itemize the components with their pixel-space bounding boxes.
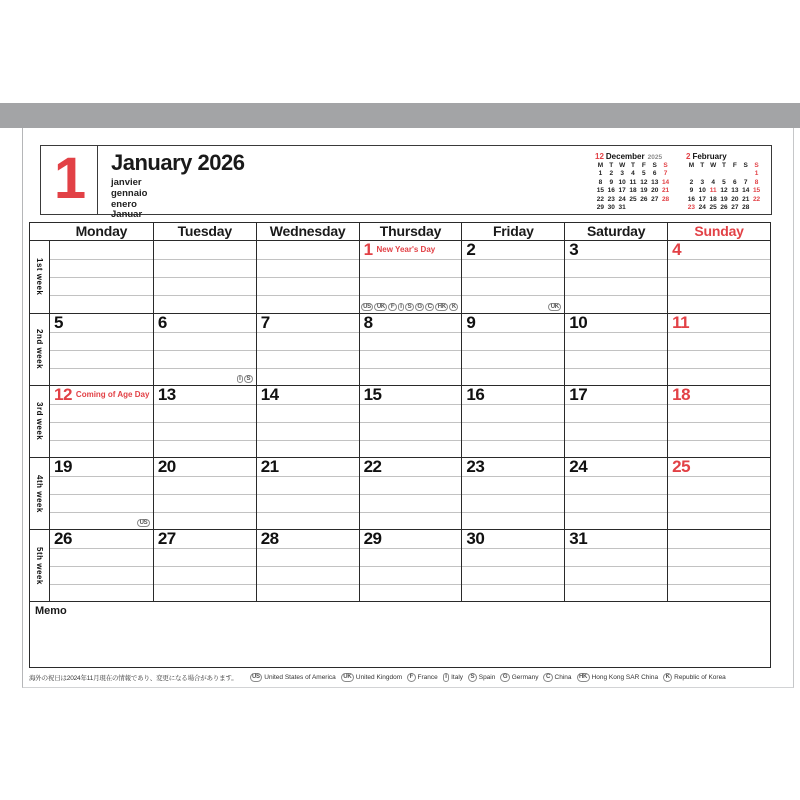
date-cell-top (565, 530, 667, 547)
legend-item (577, 673, 659, 682)
country-code-chip: UK (374, 303, 387, 312)
date-cell (667, 241, 770, 313)
mini-cal-month-number: 12 (595, 152, 604, 161)
mini-cal-day-header: T (722, 162, 726, 169)
mini-cal-date: 9 (609, 178, 614, 186)
day-header-monday: Monday (75, 223, 128, 239)
mini-cal-grid (595, 162, 671, 212)
mini-cal-day-header: F (732, 162, 737, 169)
calendar-grid-body (30, 241, 770, 601)
mini-cal-date: 8 (754, 178, 759, 186)
date-cell-top (50, 458, 153, 475)
mini-cal-date: 14 (661, 178, 670, 186)
backdrop-band (0, 103, 800, 128)
date-number: 15 (363, 385, 382, 404)
date-cell (667, 314, 770, 385)
mini-cal-date: 1 (598, 170, 603, 178)
country-legend (250, 673, 731, 682)
country-code-chip: F (388, 303, 396, 312)
legend-country-name: Spain (478, 674, 496, 681)
mini-cal-date: 27 (731, 204, 739, 212)
mini-cal-date: 13 (651, 178, 659, 186)
date-cell (50, 241, 153, 313)
day-header-tuesday: Tuesday (153, 223, 256, 240)
legend-code-chip: F (407, 673, 415, 682)
date-cell (564, 386, 667, 457)
date-cell-top (462, 314, 564, 331)
month-subtitle: gennaio (111, 187, 148, 199)
mini-cal-date (697, 170, 708, 178)
mini-cal-date: 27 (651, 195, 659, 203)
day-header-sunday: Sunday (667, 223, 770, 240)
memo-box (29, 602, 771, 668)
mini-cal-date: 8 (598, 178, 603, 186)
date-number: 13 (157, 385, 176, 404)
memo-label: Memo (35, 605, 67, 617)
mini-cal-day-header: M (688, 162, 695, 169)
calendar-page (22, 128, 794, 688)
date-number: 9 (466, 313, 476, 332)
country-code-chip: I (398, 303, 404, 312)
date-number: 17 (569, 385, 588, 404)
mini-calendar-december (595, 152, 671, 212)
date-number: 24 (569, 457, 588, 476)
calendar-grid (29, 222, 771, 602)
mini-calendar-february (686, 152, 762, 212)
legend-item (341, 673, 402, 682)
mini-cal-date (751, 204, 762, 212)
mini-cal-title (686, 152, 762, 161)
date-number: 5 (54, 313, 63, 332)
holiday-country-codes (361, 303, 459, 312)
week-label: 2nd week (30, 314, 50, 385)
week-cells (50, 314, 770, 385)
mini-cal-date: 12 (720, 187, 728, 195)
date-cell-top (154, 458, 256, 475)
mini-cal-day-header: T (631, 162, 635, 169)
date-cell (461, 314, 564, 385)
date-cell-top (360, 314, 462, 331)
month-subtitle: janvier (111, 177, 142, 188)
mini-cal-month-name: December (605, 152, 645, 161)
holiday-country-codes (237, 375, 253, 384)
date-cell (461, 458, 564, 529)
date-cell-top (50, 386, 153, 403)
country-code-chip: US (137, 519, 150, 528)
mini-cal-date: 21 (661, 187, 670, 195)
date-cell (564, 530, 667, 601)
date-cell-top (257, 530, 359, 547)
footer-note: 海外の祝日は2024年11月現在の情報であり、変更になる場合があります。 (29, 675, 238, 682)
date-number: 30 (466, 529, 485, 548)
date-cell-top (360, 386, 462, 403)
legend-item (500, 673, 538, 682)
date-cell-top (565, 458, 667, 475)
mini-cal-date (719, 170, 730, 178)
day-header-friday: Friday (461, 223, 564, 240)
mini-cal-date: 24 (698, 204, 706, 212)
mini-cal-date: 13 (731, 187, 739, 195)
mini-cal-date (638, 204, 649, 212)
mini-cal-date: 9 (689, 187, 694, 195)
date-cell (50, 386, 153, 457)
mini-cal-date: 12 (640, 178, 648, 186)
date-cell (461, 386, 564, 457)
mini-cal-date: 24 (618, 195, 626, 203)
mini-cal-day-header: W (710, 162, 717, 169)
week-cells (50, 386, 770, 457)
legend-country-name: Hong Kong SAR China (591, 674, 659, 681)
date-number: 27 (157, 529, 176, 548)
mini-cal-date (708, 170, 719, 178)
mini-cal-date: 4 (711, 178, 715, 186)
day-header-saturday: Saturday (564, 223, 667, 240)
country-code-chip: K (449, 303, 458, 312)
legend-country-name: China (554, 674, 572, 681)
week-label: 4th week (30, 458, 50, 529)
holiday-country-codes (548, 303, 561, 312)
mini-cal-date (740, 170, 751, 178)
mini-cal-date: 26 (720, 204, 728, 212)
legend-code-chip: S (468, 673, 477, 682)
date-number: 19 (54, 457, 72, 476)
mini-cal-date: 15 (596, 187, 605, 195)
mini-cal-date: 11 (629, 178, 637, 186)
legend-code-chip: K (663, 673, 672, 682)
date-number: 8 (363, 313, 373, 332)
date-cell-top (462, 386, 564, 403)
date-cell (667, 386, 770, 457)
date-cell-top (50, 530, 153, 547)
month-number: 1 (41, 146, 98, 214)
legend-item (443, 673, 463, 682)
mini-cal-day-header: M (597, 162, 604, 169)
mini-cal-date: 17 (618, 187, 626, 195)
mini-cal-date: 28 (742, 204, 750, 212)
mini-cal-date: 20 (731, 195, 739, 203)
mini-cal-date: 19 (720, 195, 728, 203)
week-row (30, 529, 770, 601)
day-header-wednesday: Wednesday (256, 223, 359, 240)
mini-cal-date: 16 (687, 195, 696, 203)
week-label: 5th week (30, 530, 50, 601)
month-subtitles (111, 178, 244, 221)
legend-country-name: Republic of Korea (674, 674, 726, 681)
date-cell-top (360, 458, 462, 475)
date-number: 29 (363, 529, 382, 548)
date-cell-top (668, 386, 770, 403)
legend-code-chip: I (443, 673, 449, 682)
date-cell (256, 530, 359, 601)
date-cell-top (154, 314, 256, 331)
mini-cal-day-header: F (641, 162, 646, 169)
page-content (29, 222, 771, 682)
date-number: 18 (672, 385, 691, 404)
date-cell (256, 241, 359, 313)
mini-cal-date: 18 (709, 195, 717, 203)
mini-cal-date: 2 (689, 178, 694, 186)
week-label-column-header (30, 223, 50, 240)
week-cells (50, 458, 770, 529)
mini-cal-date: 6 (733, 178, 737, 186)
mini-cal-date: 5 (722, 178, 726, 186)
date-cell-top (360, 241, 462, 258)
legend-code-chip: G (500, 673, 509, 682)
date-number: 31 (569, 529, 588, 548)
week-row (30, 313, 770, 385)
mini-cal-date (628, 204, 639, 212)
date-number: 26 (54, 529, 72, 548)
mini-cal-date: 14 (742, 187, 750, 195)
date-cell (256, 458, 359, 529)
legend-code-chip: C (543, 673, 552, 682)
date-cell (153, 314, 256, 385)
country-code-chip: G (415, 303, 424, 312)
date-cell (564, 458, 667, 529)
week-cells (50, 241, 770, 313)
footer-line (29, 673, 771, 682)
date-number: 6 (157, 313, 167, 332)
day-header-row (30, 223, 770, 241)
date-number: 4 (672, 240, 682, 259)
mini-cal-date (660, 204, 671, 212)
date-cell (50, 314, 153, 385)
date-number: 7 (260, 313, 270, 332)
mini-cal-date: 4 (631, 170, 635, 178)
legend-code-chip: HK (577, 673, 590, 682)
date-number: 28 (260, 529, 279, 548)
date-cell-top (668, 314, 770, 331)
date-cell (256, 386, 359, 457)
mini-cal-date: 16 (607, 187, 615, 195)
date-cell (461, 241, 564, 313)
mini-cal-date: 26 (640, 195, 648, 203)
legend-country-name: France (417, 674, 438, 681)
mini-cal-date: 17 (698, 195, 706, 203)
mini-cal-date (686, 170, 697, 178)
mini-cal-date: 3 (700, 178, 705, 186)
mini-cal-date: 22 (752, 195, 761, 203)
legend-country-name: United States of America (264, 674, 336, 681)
date-cell (153, 241, 256, 313)
date-number: 21 (260, 457, 279, 476)
date-number: 22 (363, 457, 382, 476)
date-cell (153, 530, 256, 601)
mini-cal-date: 1 (754, 170, 759, 178)
holiday-country-codes (137, 519, 150, 528)
date-number: 16 (466, 385, 485, 404)
date-cell-top (462, 458, 564, 475)
legend-country-name: Germany (511, 674, 539, 681)
date-cell (564, 314, 667, 385)
mini-cal-day-header: S (663, 162, 668, 169)
mini-cal-day-header: T (609, 162, 614, 169)
mini-cal-date: 30 (607, 204, 615, 212)
date-cell (359, 241, 462, 313)
date-cell-top (462, 241, 564, 258)
mini-cal-date: 29 (596, 204, 605, 212)
mini-cal-date: 11 (709, 187, 717, 195)
country-code-chip: HK (435, 303, 448, 312)
date-number: 2 (466, 240, 476, 259)
title-text (111, 150, 244, 221)
month-subtitle: enero (111, 198, 137, 210)
legend-item (663, 673, 726, 682)
legend-country-name: United Kingdom (355, 674, 403, 681)
date-cell (359, 530, 462, 601)
mini-calendars (595, 152, 762, 212)
date-cell (359, 314, 462, 385)
mini-cal-date: 6 (652, 170, 657, 178)
date-cell (256, 314, 359, 385)
date-number: 3 (569, 240, 579, 259)
date-cell (50, 458, 153, 529)
date-number: 10 (569, 313, 588, 332)
holiday-label: New Year's Day (376, 244, 436, 254)
mini-cal-day-header: W (619, 162, 626, 169)
legend-country-name: Italy (451, 674, 464, 681)
date-number: 12 (54, 385, 72, 404)
mini-cal-date (649, 204, 660, 212)
week-row (30, 457, 770, 529)
mini-cal-date: 25 (709, 204, 717, 212)
mini-cal-date: 2 (609, 170, 614, 178)
date-cell-top (257, 458, 359, 475)
date-cell-top (257, 314, 359, 331)
mini-cal-month-name: February (692, 152, 727, 161)
country-code-chip: S (405, 303, 414, 312)
legend-code-chip: US (250, 673, 263, 682)
day-header-thursday: Thursday (359, 223, 462, 240)
mini-cal-date (729, 170, 740, 178)
legend-item (407, 673, 438, 682)
mini-cal-date: 22 (596, 195, 605, 203)
mini-cal-date: 15 (752, 187, 761, 195)
date-cell-top (565, 241, 667, 258)
mini-cal-date: 19 (640, 187, 648, 195)
month-title: January 2026 (111, 150, 245, 175)
mini-cal-date: 20 (651, 187, 659, 195)
mini-cal-date: 7 (663, 170, 668, 178)
date-cell-top (565, 386, 667, 403)
week-cells (50, 530, 770, 601)
date-cell-top (668, 458, 770, 475)
date-cell (564, 241, 667, 313)
date-cell-top (50, 314, 153, 331)
holiday-label: Coming of Age Day (75, 389, 150, 399)
legend-item (250, 673, 336, 682)
date-cell (153, 458, 256, 529)
week-label: 1st week (30, 241, 50, 313)
date-cell (359, 386, 462, 457)
week-row (30, 241, 770, 313)
date-cell-top (154, 386, 256, 403)
mini-cal-date: 28 (661, 195, 670, 203)
legend-code-chip: UK (341, 673, 354, 682)
month-subtitle: Januar (111, 209, 143, 221)
date-cell-top (668, 241, 770, 258)
week-label: 3rd week (30, 386, 50, 457)
date-cell-top (360, 530, 462, 547)
country-code-chip: I (237, 375, 243, 384)
date-cell (359, 458, 462, 529)
country-code-chip: S (244, 375, 253, 384)
date-cell-top (257, 386, 359, 403)
mini-cal-date: 18 (629, 187, 637, 195)
date-cell-top (565, 314, 667, 331)
mini-cal-date: 10 (618, 178, 626, 186)
mini-cal-date: 23 (687, 204, 696, 212)
country-code-chip: UK (548, 303, 561, 312)
mini-cal-month-number: 2 (686, 152, 691, 161)
date-cell (50, 530, 153, 601)
country-code-chip: US (361, 303, 374, 312)
week-row (30, 385, 770, 457)
date-number: 20 (157, 457, 176, 476)
date-number: 14 (260, 385, 279, 404)
date-cell (667, 530, 770, 601)
date-number: 11 (672, 313, 690, 332)
date-cell (461, 530, 564, 601)
mini-cal-day-header: S (743, 162, 748, 169)
mini-cal-date: 25 (629, 195, 637, 203)
date-cell-top (462, 530, 564, 547)
date-cell-top (154, 530, 256, 547)
title-box (40, 145, 772, 221)
date-number: 23 (466, 457, 485, 476)
mini-cal-date: 5 (642, 170, 646, 178)
country-code-chip: C (425, 303, 434, 312)
mini-cal-date: 3 (620, 170, 624, 178)
date-cell (153, 386, 256, 457)
mini-cal-date: 23 (607, 195, 615, 203)
mini-cal-day-header: S (754, 162, 759, 169)
date-number: 25 (672, 457, 691, 476)
mini-cal-date: 31 (618, 204, 626, 212)
legend-item (468, 673, 495, 682)
mini-cal-day-header: T (700, 162, 705, 169)
date-number: 1 (363, 240, 373, 259)
mini-cal-date: 7 (743, 178, 748, 186)
mini-cal-year: 2025 (647, 154, 663, 161)
date-cell (667, 458, 770, 529)
mini-cal-day-header: S (652, 162, 657, 169)
mini-cal-date: 10 (698, 187, 706, 195)
legend-item (543, 673, 571, 682)
mini-cal-grid (686, 162, 762, 212)
mini-cal-date: 21 (742, 195, 750, 203)
mini-cal-title (595, 152, 671, 161)
